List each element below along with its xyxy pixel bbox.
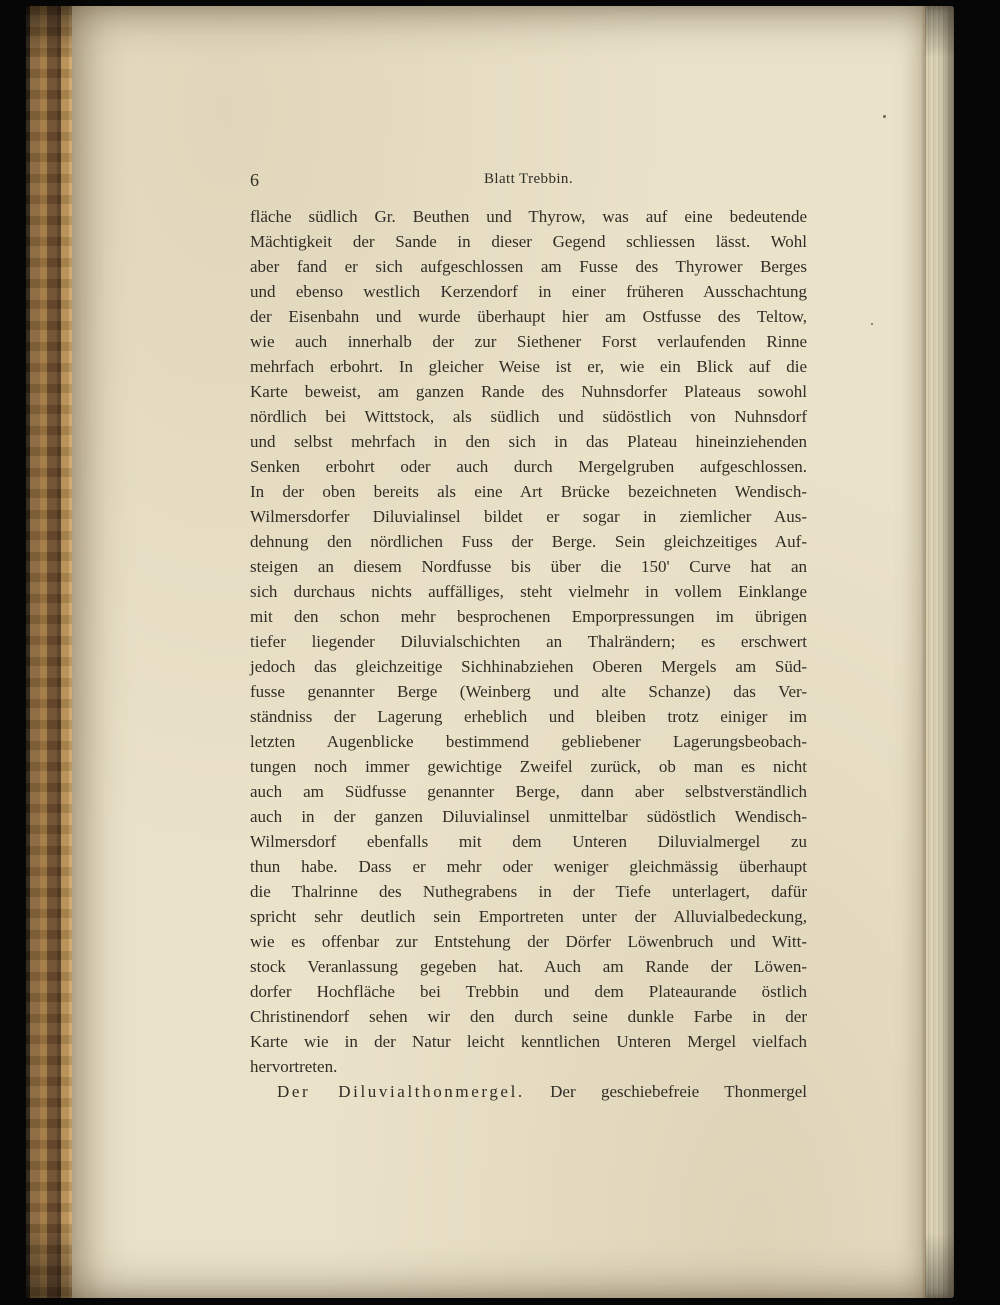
paragraph-2-line — [250, 1079, 807, 1104]
text-line: aber fand er sich aufgeschlossen am Fusse des Thyrower Berges — [250, 257, 807, 276]
folio-row — [250, 166, 807, 194]
text-line: der Eisenbahn und wurde überhaupt hier am Ostfusse des Teltow, — [250, 307, 807, 326]
text-line: auch in der ganzen Diluvialinsel unmittelbar südöstlich Wendisch- — [250, 807, 807, 826]
text-line: tungen noch immer gewichtige Zweifel zurück, ob man es nicht — [250, 757, 807, 776]
text-line: ständniss der Lagerung erheblich und bleiben trotz einiger im — [250, 707, 807, 726]
text-line: hervortreten. — [250, 1057, 338, 1076]
text-line: Senken erbohrt oder auch durch Mergelgruben aufgeschlossen. — [250, 457, 807, 476]
text-line: Wilmersdorf ebenfalls mit dem Unteren Diluvialmergel zu — [250, 832, 807, 851]
text-line: spricht sehr deutlich sein Emportreten unter der Alluvialbedeckung, — [250, 907, 807, 926]
text-line: Karte wie in der Natur leicht kenntlichen Unteren Mergel vielfach — [250, 1032, 807, 1051]
text-line: sich durchaus nichts auffälliges, steht vielmehr in vollem Einklange — [250, 582, 807, 601]
text-line: die Thalrinne des Nuthegrabens in der Tiefe unterlagert, dafür — [250, 882, 807, 901]
text-line: nördlich bei Wittstock, als südlich und südöstlich von Nuhnsdorf — [250, 407, 807, 426]
text-line: Wilmersdorfer Diluvialinsel bildet er sogar in ziemlicher Aus- — [250, 507, 807, 526]
text-line: wie es offenbar zur Entstehung der Dörfer Löwenbruch und Witt- — [250, 932, 807, 951]
text-line: und ebenso westlich Kerzendorf in einer früheren Ausschachtung — [250, 282, 807, 301]
text-line: jedoch das gleichzeitige Sichhinabziehen Oberen Mergels am Süd- — [250, 657, 807, 676]
scan-speck — [883, 115, 886, 118]
running-header: Blatt Trebbin. — [484, 171, 573, 187]
book-binding — [26, 6, 72, 1298]
text-line: Karte beweist, am ganzen Rande des Nuhnsdorfer Plateaus sowohl — [250, 382, 807, 401]
text-line: dehnung den nördlichen Fuss der Berge. Sein gleichzeitiges Auf- — [250, 532, 807, 551]
page-number: 6 — [250, 170, 259, 190]
book-page — [72, 6, 926, 1298]
text-line: letzten Augenblicke bestimmend gebliebener Lagerungsbeobach- — [250, 732, 807, 751]
book — [26, 6, 954, 1298]
text-line: mehrfach erbohrt. In gleicher Weise ist er, wie ein Blick auf die — [250, 357, 807, 376]
text-line: stock Veranlassung gegeben hat. Auch am Rande der Löwen- — [250, 957, 807, 976]
text-line: wie auch innerhalb der zur Siethener Forst verlaufenden Rinne — [250, 332, 807, 351]
text-line: thun habe. Dass er mehr oder weniger gleichmässig überhaupt — [250, 857, 807, 876]
text-line: steigen an diesem Nordfusse bis über die 150' Curve hat an — [250, 557, 807, 576]
text-line: und selbst mehrfach in den sich in das Plateau hineinziehenden — [250, 432, 807, 451]
scan-speck — [871, 323, 873, 325]
emphasized-term: Der Diluvialthonmergel. — [277, 1082, 525, 1101]
text-line: auch am Südfusse genannter Berge, dann aber selbstverständlich — [250, 782, 807, 801]
text-line: Christinendorf sehen wir den durch seine dunkle Farbe in der — [250, 1007, 807, 1026]
text-line: tiefer liegender Diluvialschichten an Thalrändern; es erschwert — [250, 632, 807, 651]
text-line: Mächtigkeit der Sande in dieser Gegend schliessen lässt. Wohl — [250, 232, 807, 251]
text-line: mit den schon mehr besprochenen Emporpressungen im übrigen — [250, 607, 807, 626]
body-text — [250, 204, 807, 1104]
text-line: fusse genannter Berge (Weinberg und alte Schanze) das Ver- — [250, 682, 807, 701]
stacked-page-edges — [925, 6, 954, 1298]
text-line: In der oben bereits als eine Art Brücke bezeichneten Wendisch- — [250, 482, 807, 501]
paragraph-2-text: Der geschiebefreie Thonmergel — [524, 1082, 807, 1101]
text-line: fläche südlich Gr. Beuthen und Thyrow, was auf eine bedeutende — [250, 207, 807, 226]
text-line: dorfer Hochfläche bei Trebbin und dem Plateaurande östlich — [250, 982, 807, 1001]
